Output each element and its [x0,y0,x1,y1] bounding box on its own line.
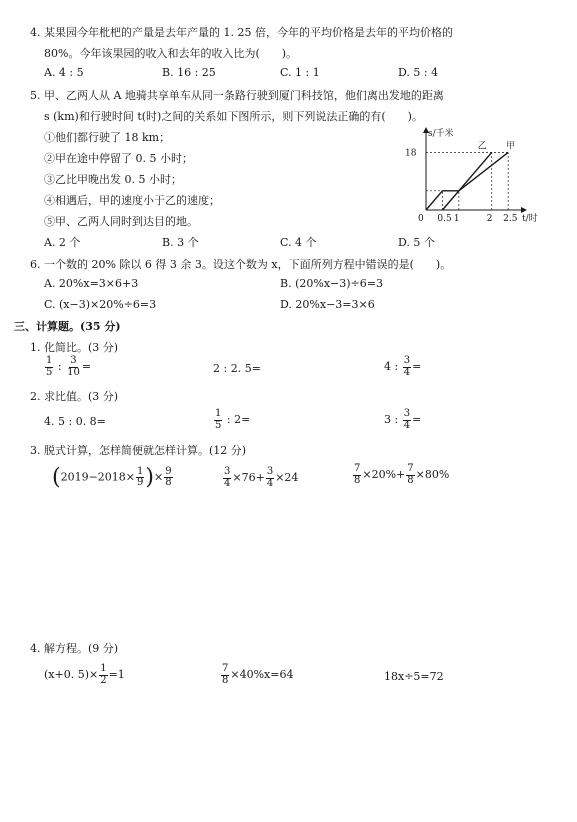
p4-equation-3: 18x÷5=72 [384,670,444,683]
p1-item-2: 2 : 2. 5= [213,362,261,375]
q6-line1: 6. 一个数的 20% 除以 6 得 3 余 3。设这个数为 x，下面所列方程中错误的是( )。 [30,258,452,271]
fraction: $\frac{3}{4}$ [403,408,411,431]
fraction: $\frac{7}{8}$ [222,663,229,686]
q5-statement-4: ④相遇后，甲的速度小于乙的速度； [44,194,220,207]
p3-expression-2: $\frac{3}{4}$ ×76+ $\frac{3}{4}$ ×24 [224,466,299,489]
fraction: $\frac{3}{4}$ [224,466,231,489]
fraction: $\frac{3}{4}$ [403,355,411,378]
series-line-yi [442,152,491,210]
p3-heading: 3. 脱式计算，怎样简便就怎样计算。(12 分) [30,444,247,457]
series-label: 甲 [506,141,516,152]
q5-line2: s (km)和行驶时间 t(时)之间的关系如下图所示，则下列说法正确的有( )。 [44,110,423,123]
y-tick-label: 18 [405,148,417,159]
p4-equation-1: (x+0. 5)× $\frac{1}{2}$ =1 [44,663,125,686]
fraction: $\frac{7}{8}$ [354,463,361,486]
p4-equation-2: $\frac{7}{8}$ ×40%x=64 [222,663,294,686]
q4-option-c: C. 1 : 1 [280,66,320,79]
q5-statement-5: ⑤甲、乙两人同时到达目的地。 [44,215,198,228]
q4-line1: 4. 某果园今年枇杷的产量是去年产量的 1. 25 倍，今年的平均价格是去年的平均价格的 [30,26,453,39]
distance-time-chart [404,124,538,224]
x-axis-label: t/时 [522,214,538,224]
fraction: $\frac{1}{9}$ [137,465,144,488]
p2-heading: 2. 求比值。(3 分) [30,390,119,403]
p4-heading: 4. 解方程。(9 分) [30,642,119,655]
q5-line1: 5. 甲、乙两人从 A 地骑共享单车从同一条路行驶到厦门科技馆，他们离出发地的距离 [30,89,444,102]
fraction: $\frac{3}{4}$ [266,466,274,489]
fraction: $\frac{9}{8}$ [165,465,172,488]
p3-expression-3: $\frac{7}{8}$ ×20%+ $\frac{7}{8}$ ×80% [354,463,450,486]
p2-item-3: 3 : $\frac{3}{4}$ = [384,408,422,431]
q5-option-b: B. 3 个 [162,236,199,249]
section3-title: 三、计算题。(35 分) [14,320,121,333]
q4-option-d: D. 5 : 4 [398,66,439,79]
p2-item-1: 4. 5 : 0. 8= [44,415,106,428]
q5-option-d: D. 5 个 [398,236,435,249]
q4-line2: 80%。今年该果园的收入和去年的收入比为( )。 [44,47,298,60]
x-tick-label: 2.5 [503,214,518,224]
q5-statement-3: ③乙比甲晚出发 0. 5 小时； [44,173,182,186]
fraction: $\frac{3}{10}$ [67,355,80,378]
x-tick-label: 0.5 [437,214,452,224]
p1-item-1: $\frac{1}{5}$ : $\frac{3}{10}$ = [46,355,92,378]
fraction: $\frac{1}{5}$ [46,355,53,378]
q4-option-b: B. 16 : 25 [162,66,216,79]
p2-item-2: $\frac{1}{5}$ : 2= [215,408,251,431]
series-label: 乙 [477,141,487,152]
p1-item-3: 4 : $\frac{3}{4}$ = [384,355,422,378]
x-tick-label: 1 [453,214,460,224]
x-tick-label: 0 [418,214,424,224]
fraction: $\frac{7}{8}$ [407,463,414,486]
q6-option-a: A. 20%x=3×6+3 [44,277,139,290]
p3-expression-1: (2019−2018× $\frac{1}{9}$ )× $\frac{9}{8}$ [52,465,172,490]
q5-option-c: C. 4 个 [280,236,317,249]
fraction: $\frac{1}{2}$ [100,663,107,686]
p1-heading: 1. 化简比。(3 分) [30,341,119,354]
q5-option-a: A. 2 个 [44,236,81,249]
q5-statement-1: ①他们都行驶了 18 km； [44,131,171,144]
q6-option-c: C. (x−3)×20%÷6=3 [44,298,157,311]
x-tick-label: 2 [486,214,493,224]
y-axis-label: s/千米 [428,129,454,139]
q5-statement-2: ②甲在途中停留了 0. 5 小时； [44,152,193,165]
q4-option-a: A. 4 : 5 [44,66,84,79]
q6-option-b: B. (20%x−3)÷6=3 [280,277,383,290]
fraction: $\frac{1}{5}$ [215,408,222,431]
q6-option-d: D. 20%x−3=3×6 [280,298,375,311]
